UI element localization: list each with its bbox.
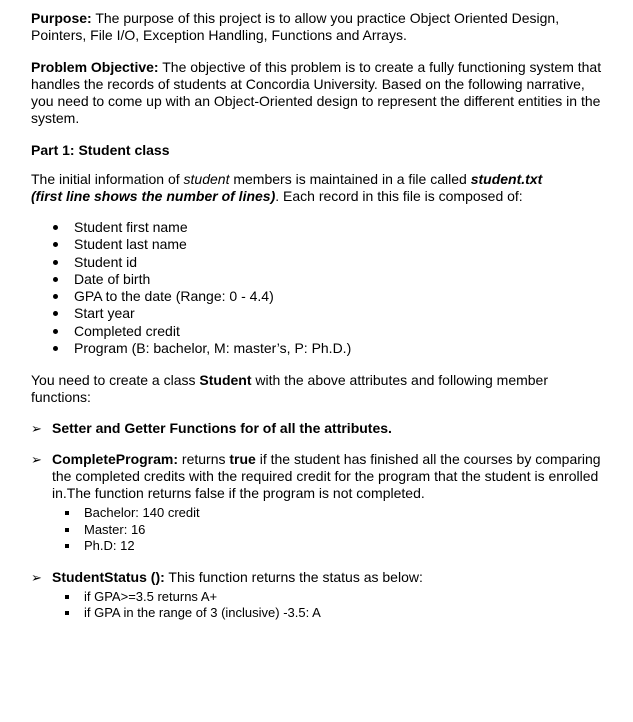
list-item: Completed credit [31,323,606,340]
list-item: Program (B: bachelor, M: master’s, P: Ph.D.) [31,340,606,357]
complete-program-text: CompleteProgram: returns true if the student has finished all the courses by comparing the completed credits with the required credit for the program that the student is enrolled in.The function returns false if the program is not completed. [52,451,601,502]
list-item: Ph.D: 12 [52,538,606,555]
list-item: Student first name [31,219,606,236]
setter-getter-item: ➢ Setter and Getter Functions for of all the attributes. [31,420,392,437]
objective-text: The objective of this problem is to create a fully functioning system that handles the records of students at Concordia University. Based on the following narrative, you need to come up with an Object-Oriented design to represent the different entities in the system. [31,59,602,126]
complete-program-item [31,451,606,555]
student-emphasis: student [183,171,230,187]
record-fields-list [31,219,606,357]
list-item: Student id [31,254,606,271]
list-item: Bachelor: 140 credit [52,505,606,522]
list-item: Date of birth [31,271,606,288]
arrow-bullet-icon: ➢ [31,452,42,468]
part1-intro: The initial information of student members is maintained in a file called student.txt (first line shows the number of lines). Each record in this file is composed of: [31,171,543,204]
arrow-bullet-icon: ➢ [31,421,42,437]
list-item: GPA to the date (Range: 0 - 4.4) [31,288,606,305]
objective-label: Problem Objective: [31,59,159,75]
purpose-text: The purpose of this project is to allow you practice Object Oriented Design, Pointers, File I/O, Exception Handling, Functions and Arrays. [31,10,560,43]
list-item: if GPA>=3.5 returns A+ [52,589,606,606]
filename: student.txt [470,171,543,187]
list-item: if GPA in the range of 3 (inclusive) -3.5: A [52,605,606,622]
student-status-text: StudentStatus (): This function returns the status as below: [52,568,423,585]
list-item: Start year [31,305,606,322]
first-line-note: (first line shows the number of lines) [31,188,276,204]
list-item: Student last name [31,236,606,253]
purpose-paragraph [31,10,606,44]
purpose-label: Purpose: [31,10,92,26]
program-credits-list [52,505,606,555]
class-name: Student [199,372,252,389]
part1-heading: Part 1: Student class [31,142,170,158]
student-status-item [31,569,606,622]
objective-paragraph [31,59,606,127]
list-item: Master: 16 [52,522,606,539]
status-rules-list [52,589,606,622]
create-class-paragraph: You need to create a class Student with the above attributes and following member functions: [31,372,548,406]
arrow-bullet-icon: ➢ [31,569,42,585]
document-page [31,10,606,636]
